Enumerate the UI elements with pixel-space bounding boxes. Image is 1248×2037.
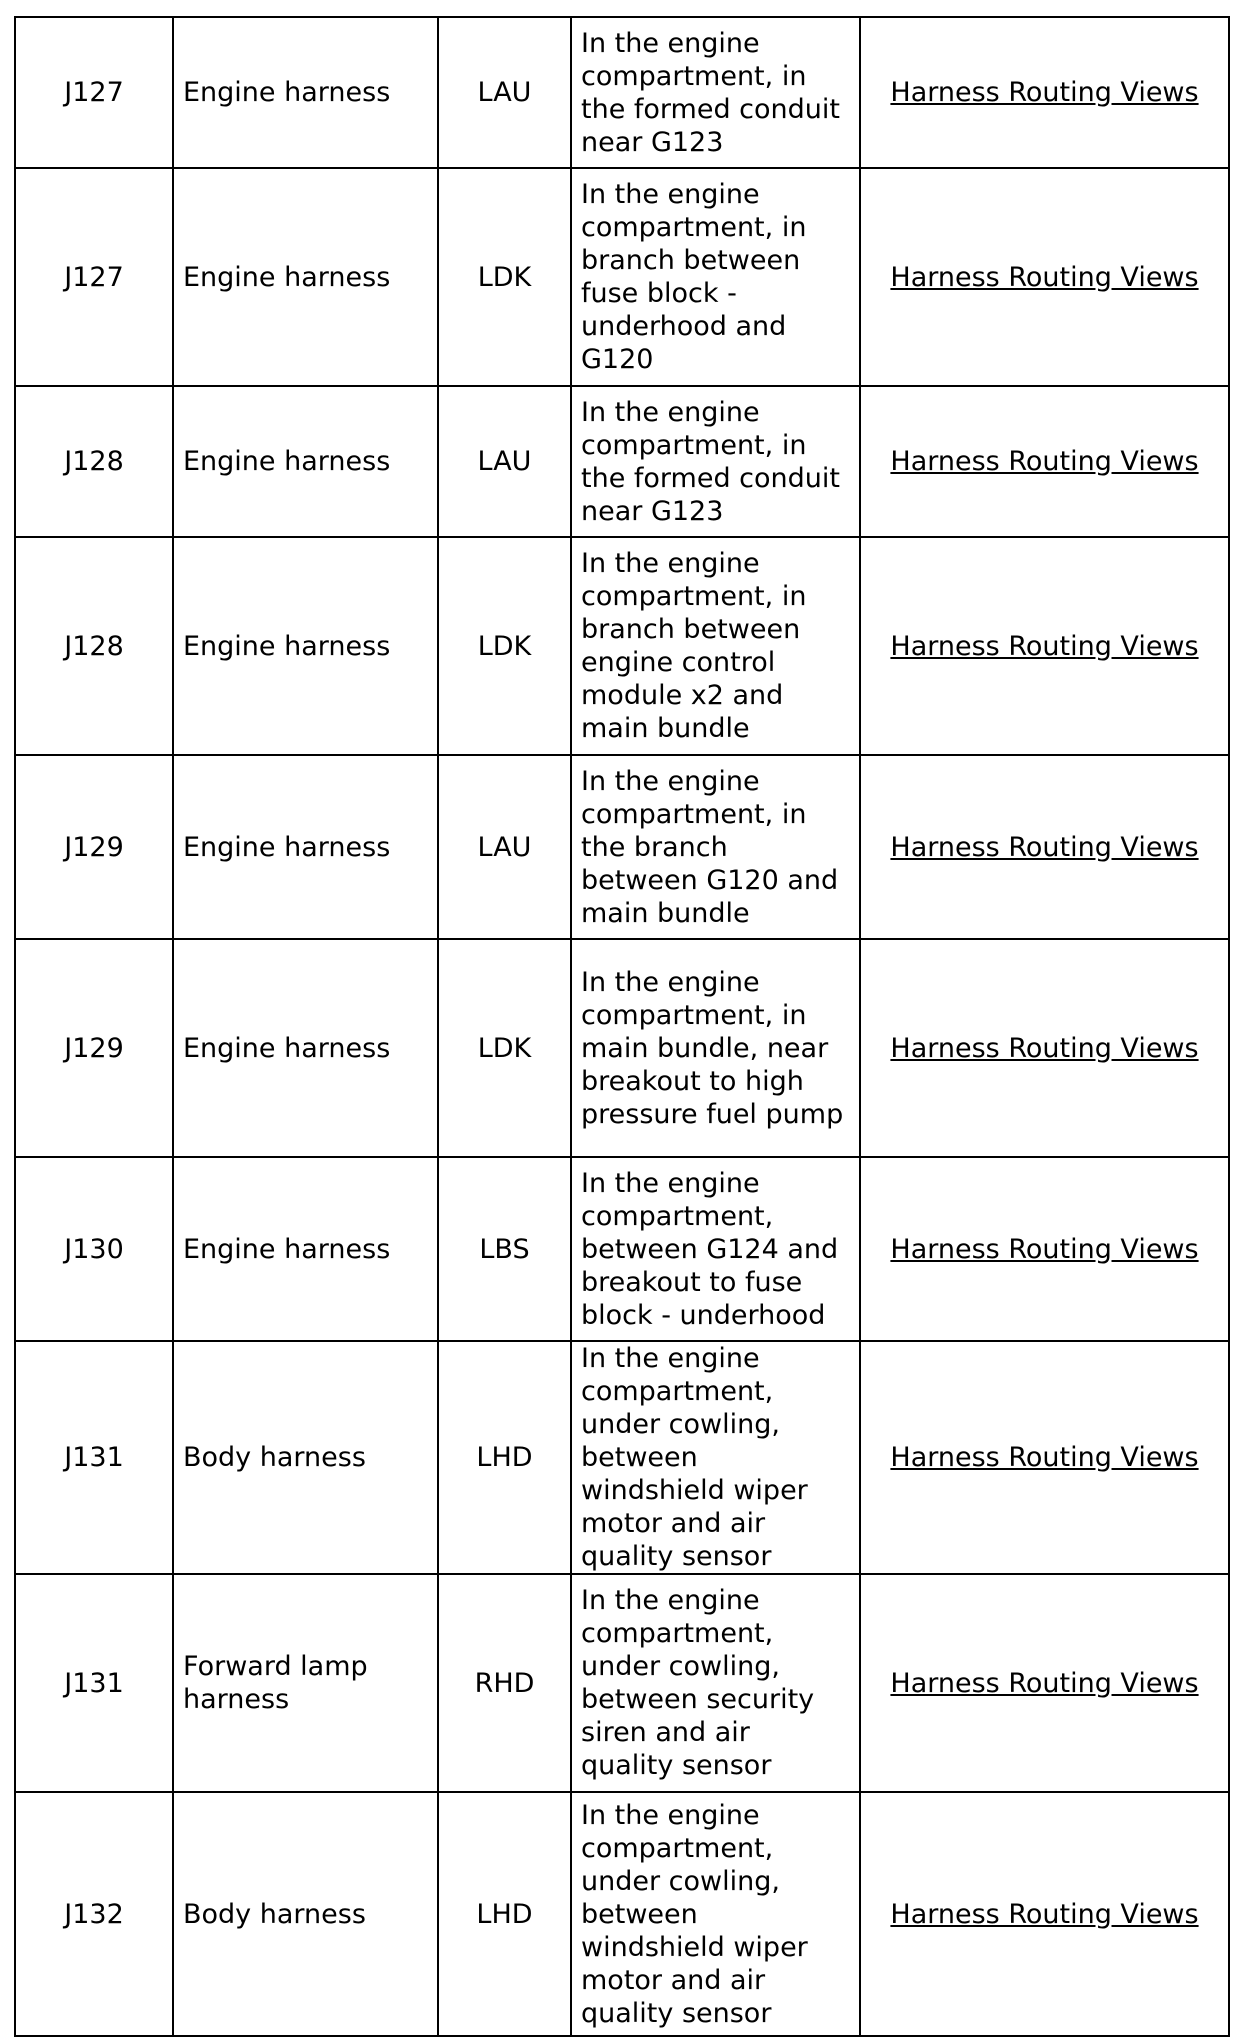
harness-name: Body harness (173, 1341, 438, 1574)
harness-routing-views-link[interactable]: Harness Routing Views (890, 1667, 1199, 1699)
harness-routing-views-cell (860, 386, 1229, 537)
harness-routing-views-cell (860, 755, 1229, 939)
option-code: LAU (438, 386, 571, 537)
splice-id: J127 (15, 168, 173, 386)
harness-routing-views-link[interactable]: Harness Routing Views (890, 1233, 1199, 1265)
harness-routing-views-cell (860, 939, 1229, 1157)
option-code: RHD (438, 1574, 571, 1792)
harness-name: Engine harness (173, 386, 438, 537)
table-row (15, 1157, 1229, 1341)
harness-routing-views-cell (860, 1792, 1229, 2036)
option-code: LAU (438, 755, 571, 939)
harness-routing-views-cell (860, 537, 1229, 755)
harness-name: Engine harness (173, 755, 438, 939)
harness-routing-views-link[interactable]: Harness Routing Views (890, 1898, 1199, 1930)
harness-routing-views-link[interactable]: Harness Routing Views (890, 831, 1199, 863)
location-description: In the engine compartment, in the formed conduit near G123 (571, 17, 860, 168)
location-description: In the engine compartment, in the formed conduit near G123 (571, 386, 860, 537)
splice-location-table (14, 16, 1230, 2037)
table-row (15, 755, 1229, 939)
harness-routing-views-link[interactable]: Harness Routing Views (890, 630, 1199, 662)
option-code: LBS (438, 1157, 571, 1341)
splice-id: J129 (15, 755, 173, 939)
harness-name: Engine harness (173, 1157, 438, 1341)
location-description: In the engine compartment, between G124 and breakout to fuse block - underhood (571, 1157, 860, 1341)
harness-routing-views-cell (860, 168, 1229, 386)
table-row (15, 17, 1229, 168)
splice-id: J128 (15, 537, 173, 755)
harness-routing-views-link[interactable]: Harness Routing Views (890, 446, 1199, 477)
harness-name: Engine harness (173, 17, 438, 168)
option-code: LAU (438, 17, 571, 168)
harness-name: Engine harness (173, 537, 438, 755)
splice-id: J127 (15, 17, 173, 168)
splice-id: J128 (15, 386, 173, 537)
harness-name: Engine harness (173, 168, 438, 386)
option-code: LHD (438, 1341, 571, 1574)
location-description: In the engine compartment, under cowling, between windshield wiper motor and air quality sensor (571, 1792, 860, 2036)
table-row (15, 939, 1229, 1157)
table-row (15, 168, 1229, 386)
option-code: LDK (438, 168, 571, 386)
harness-routing-views-cell (860, 1341, 1229, 1574)
harness-routing-views-link[interactable]: Harness Routing Views (890, 1032, 1199, 1064)
splice-id: J129 (15, 939, 173, 1157)
splice-id: J131 (15, 1341, 173, 1574)
table-row (15, 1341, 1229, 1574)
harness-name: Forward lamp harness (173, 1574, 438, 1792)
location-description: In the engine compartment, in the branch between G120 and main bundle (571, 755, 860, 939)
table-row (15, 1574, 1229, 1792)
location-description: In the engine compartment, in branch between engine control module x2 and main bundle (571, 537, 860, 755)
location-description: In the engine compartment, in branch between fuse block - underhood and G120 (571, 168, 860, 386)
splice-id: J130 (15, 1157, 173, 1341)
harness-name: Engine harness (173, 939, 438, 1157)
option-code: LDK (438, 537, 571, 755)
harness-routing-views-cell (860, 17, 1229, 168)
harness-name: Body harness (173, 1792, 438, 2036)
table-row (15, 537, 1229, 755)
location-description: In the engine compartment, in main bundle, near breakout to high pressure fuel pump (571, 939, 860, 1157)
splice-id: J131 (15, 1574, 173, 1792)
harness-routing-views-cell (860, 1157, 1229, 1341)
option-code: LDK (438, 939, 571, 1157)
harness-routing-views-link[interactable]: Harness Routing Views (890, 77, 1199, 108)
harness-routing-views-link[interactable]: Harness Routing Views (890, 1442, 1199, 1473)
splice-id: J132 (15, 1792, 173, 2036)
harness-routing-views-cell (860, 1574, 1229, 1792)
option-code: LHD (438, 1792, 571, 2036)
harness-routing-views-link[interactable]: Harness Routing Views (890, 261, 1199, 293)
table-row (15, 1792, 1229, 2036)
table-row (15, 386, 1229, 537)
location-description: In the engine compartment, under cowling, between security siren and air quality sensor (571, 1574, 860, 1792)
location-description: In the engine compartment, under cowling, between windshield wiper motor and air quality sensor (571, 1341, 860, 1574)
